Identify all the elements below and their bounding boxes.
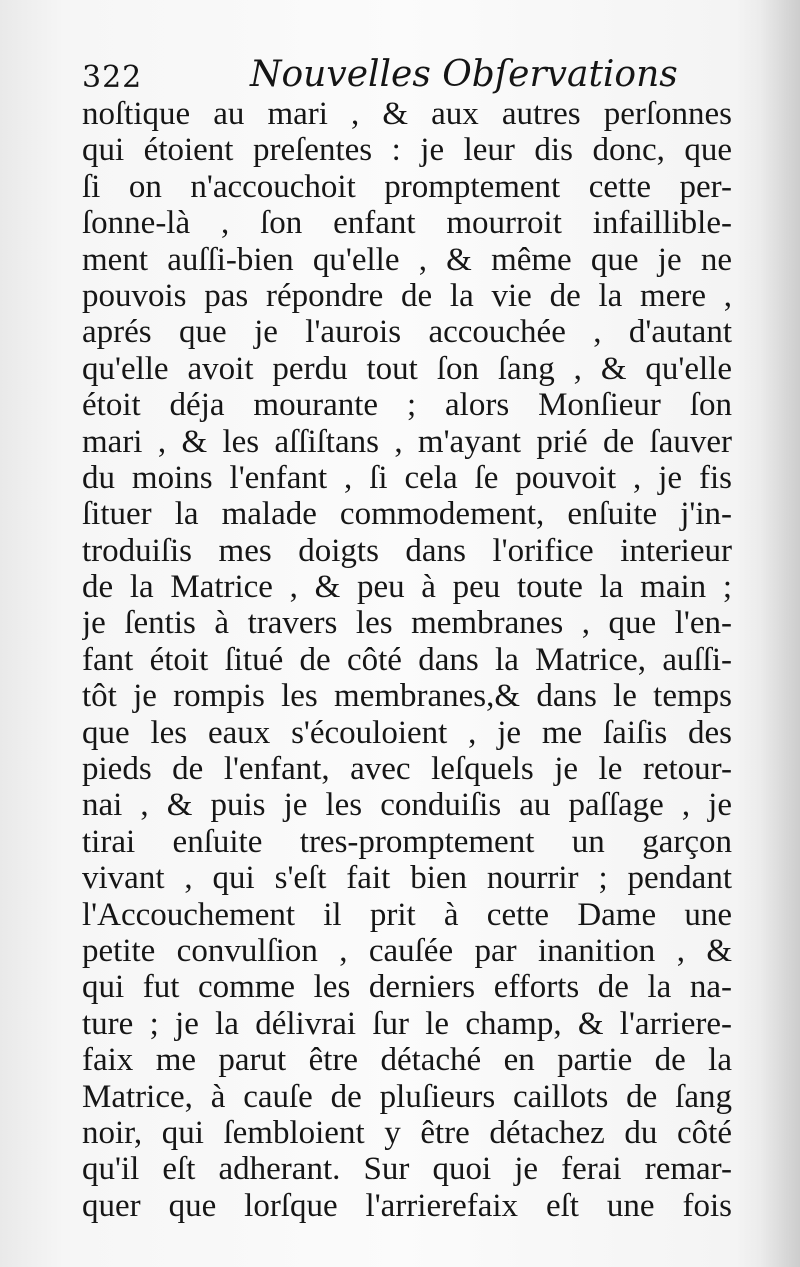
running-title: Nouvelles Obſervations [250,54,678,95]
text-line: je ſentis à travers les membranes , que l'en- [82,605,732,642]
text-line: qui fut comme les derniers efforts de la na- [82,969,732,1006]
body-text [82,96,732,1224]
text-line: étoit déja mourante ; alors Monſieur ſon [82,387,732,424]
text-line: de la Matrice , & peu à peu toute la main ; [82,569,732,606]
text-line: qu'elle avoit perdu tout ſon ſang , & qu'elle [82,350,732,387]
text-line: quer que lorſque l'arrierefaix eſt une fois [82,1187,732,1224]
text-line: petite convulſion , cauſée par inanition , & [82,932,732,969]
page-header [82,50,722,96]
text-line: tôt je rompis les membranes,& dans le temps [82,678,732,715]
text-line: pouvois pas répondre de la vie de la mere , [82,277,732,314]
page-number: 322 [82,60,143,95]
text-line: aprés que je l'aurois accouchée , d'autant [82,314,732,351]
text-line: noſtique au mari , & aux autres perſonnes [82,96,732,132]
text-line: noir, qui ſembloient y être détachez du côté [82,1114,732,1151]
text-line: ſonne-là , ſon enfant mourroit infaillible- [82,205,732,242]
text-line: Matrice, à cauſe de pluſieurs caillots de ſang [82,1078,732,1115]
text-line: que les eaux s'écouloient , je me ſaiſis des [82,714,732,751]
text-line: nai , & puis je les conduiſis au paſſage , je [82,787,732,824]
text-line: qui étoient preſentes : je leur dis donc, que [82,132,732,169]
text-line: qu'il eſt adherant. Sur quoi je ferai remar- [82,1151,732,1188]
text-line: du moins l'enfant , ſi cela ſe pouvoit , je fis [82,459,732,496]
text-line: fant étoit ſitué de côté dans la Matrice, auſſi- [82,641,732,678]
text-line: ſituer la malade commodement, enſuite j'in- [82,496,732,533]
text-line: ment auſſi-bien qu'elle , & même que je ne [82,241,732,278]
text-line: ture ; je la délivrai ſur le champ, & l'arriere- [82,1005,732,1042]
text-line: tirai enſuite tres-promptement un garçon [82,823,732,860]
text-line: troduiſis mes doigts dans l'orifice interieur [82,532,732,569]
text-line: mari , & les aſſiſtans , m'ayant prié de ſauver [82,423,732,460]
text-line: pieds de l'enfant, avec leſquels je le retour- [82,751,732,788]
text-line: vivant , qui s'eſt fait bien nourrir ; pendant [82,860,732,897]
text-line: faix me parut être détaché en partie de la [82,1042,732,1079]
page-edge-shadow [760,0,800,1267]
text-line: ſi on n'accouchoit promptement cette per- [82,168,732,205]
text-line: l'Accouchement il prit à cette Dame une [82,896,732,933]
